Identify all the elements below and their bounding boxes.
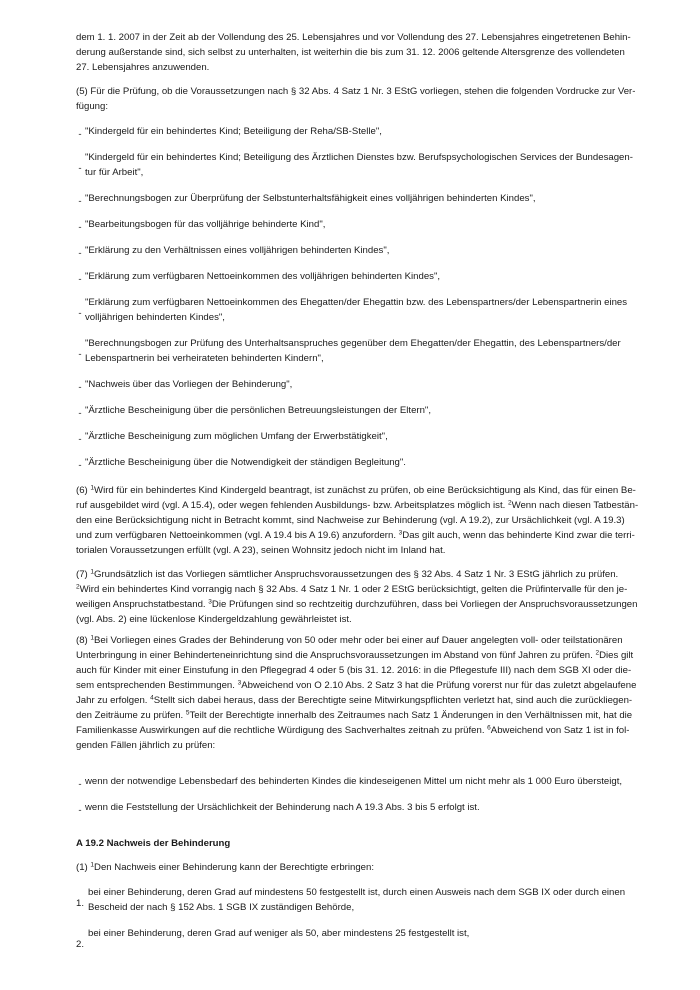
list-item-text: "Bearbeitungsbogen für das volljährige behinderte Kind",: [85, 219, 326, 230]
text-run: Wird ein behindertes Kind vorrangig nach § 32 Abs. 4 Satz 1 Nr. 1 oder 2 EStG berücksichtigt, gelten die Prüfintervalle für den je-: [79, 584, 628, 595]
list-item-text: Lebenspartnerin bei verheirateten behinderten Kindern",: [85, 353, 324, 364]
text-line: (5) Für die Prüfung, ob die Voraussetzungen nach § 32 Abs. 4 Satz 1 Nr. 3 EStG vorliegen, stehen die folgenden Vordrucke zur Ver-: [76, 86, 636, 97]
list-item-text: "Erklärung zum verfügbaren Nettoeinkommen des volljährigen behinderten Kindes",: [85, 271, 441, 282]
bullet-dash: -: [78, 434, 82, 445]
bullet-dash: -: [78, 222, 82, 233]
text-run: Unterbringung in einer Behinderteneinrichtung sind die Anspruchsvoraussetzungen im Abstand von fünf Jahren zu prüfen.: [76, 650, 596, 661]
sentence-number: 6: [487, 724, 491, 732]
item-number: 2.: [76, 939, 85, 950]
bullet-dash: -: [78, 163, 82, 174]
bullet-dash: -: [78, 274, 82, 285]
text-run: Stellt sich dabei heraus, dass der Berechtigte seine Mitwirkungspflichten verletzt hat, sind auch die zurückliegen-: [153, 695, 633, 706]
text-run: Dies gilt: [599, 650, 634, 661]
text-run: (1): [76, 862, 91, 873]
text-run: auch für Kinder mit einer Einstufung in den Pflegegrad 4 oder 5 (bis 31. 12. 2016: in die Pflegestufe III) nach dem SGB XI oder die-: [76, 665, 632, 676]
text-run: (6): [76, 485, 91, 496]
bullet-dash: -: [78, 129, 82, 140]
bullet-dash: -: [78, 248, 82, 259]
list-item-text: tur für Arbeit",: [85, 167, 144, 178]
text-run: (7): [76, 569, 91, 580]
list-item-text: "Berechnungsbogen zur Überprüfung der Selbstunterhaltsfähigkeit eines volljährigen behinderten Kindes",: [85, 193, 536, 204]
list-item-text: "Erklärung zu den Verhältnissen eines volljährigen behinderten Kindes",: [85, 245, 390, 256]
text-run: Die Prüfungen sind so rechtzeitig durchzuführen, dass bei Vorliegen der Anspruchsvoraussetzungen: [211, 599, 638, 610]
sentence-number: 1: [90, 568, 95, 576]
paragraph-continuation: [76, 30, 631, 75]
text-run: den Zeiträume zu prüfen.: [76, 710, 186, 721]
list-item-text: "Kindergeld für ein behindertes Kind; Beteiligung der Reha/SB-Stelle",: [85, 126, 382, 137]
text-run: ruf ausgebildet wird (vgl. A 15.4), oder wegen fehlenden Ausbildungs- bzw. Arbeitsplatzes möglich ist.: [76, 500, 508, 511]
bullet-dash: -: [78, 349, 82, 360]
list-item-text: wenn die Feststellung der Ursächlichkeit der Behinderung nach A 19.3 Abs. 3 bis 5 erfolgt ist.: [85, 802, 480, 813]
sentence-number: 3: [237, 679, 242, 687]
sentence-number: 5: [185, 709, 190, 717]
list-item-text: "Erklärung zum verfügbaren Nettoeinkommen des Ehegatten/der Ehegattin bzw. des Lebenspartners/der Lebenspartnerin eines: [85, 297, 628, 308]
text-run: sem entsprechenden Bestimmungen.: [76, 680, 238, 691]
paragraph-6: [76, 483, 639, 558]
text-run: torialen Voraussetzungen erfüllt (vgl. A 23), seinen Wohnsitz jedoch nicht im Inland hat.: [76, 545, 446, 556]
list-item-text: "Ärztliche Bescheinigung über die Notwendigkeit der ständigen Begleitung".: [85, 457, 406, 468]
list-item-text: "Nachweis über das Vorliegen der Behinderung",: [85, 379, 293, 390]
list-item-text: Bescheid der nach § 152 Abs. 1 SGB IX zuständigen Behörde,: [88, 902, 355, 913]
paragraph-5: [76, 84, 636, 114]
list-item-text: bei einer Behinderung, deren Grad auf weniger als 50, aber mindestens 25 festgestellt ist,: [88, 928, 470, 939]
paragraph-1: [76, 860, 624, 875]
list-item-text: wenn der notwendige Lebensbedarf des behinderten Kindes die kindeseigenen Mittel um nicht mehr als 1 000 Euro übersteigt,: [85, 776, 623, 787]
item-number: 1.: [76, 898, 85, 909]
list-item-text: bei einer Behinderung, deren Grad auf mindestens 50 festgestellt ist, durch einen Ausweis nach dem SGB IX oder durch einen: [88, 887, 626, 898]
list-item-text: "Berechnungsbogen zur Prüfung des Unterhaltsanspruches gegenüber dem Ehegatten/der Ehegattin, des Lebenspartners/der: [85, 338, 621, 349]
text-run: weiligen Anspruchstatbestand.: [76, 599, 209, 610]
text-line: dem 1. 1. 2007 in der Zeit ab der Vollendung des 25. Lebensjahres und vor Vollendung des 27. Lebensjahres eingetretenen Behin-: [76, 32, 631, 43]
text-run: Teilt der Berechtigte innerhalb des Zeitraumes nach Satz 1 Änderungen in den Verhältnissen mit, hat die: [189, 710, 633, 721]
text-run: (vgl. Abs. 2) eine lückenlose Kindergeldzahlung gewährleistet ist.: [76, 614, 352, 625]
text-run: genden Fällen jährlich zu prüfen:: [76, 740, 216, 751]
text-run: Bei Vorliegen eines Grades der Behinderung von 50 oder mehr oder bei einer auf Dauer angelegten voll- oder teilstationären: [94, 635, 623, 646]
sentence-number: 2: [595, 649, 600, 657]
bullet-dash: -: [78, 408, 82, 419]
bullet-dash: -: [78, 460, 82, 471]
sentence-number: 3: [398, 529, 403, 537]
text-run: Wenn nach diesen Tatbestän-: [511, 500, 639, 511]
sentence-number: 2: [76, 583, 80, 591]
text-line: 27. Lebensjahres anzuwenden.: [76, 62, 210, 73]
list-item-text: "Ärztliche Bescheinigung über die persönlichen Betreuungsleistungen der Eltern",: [85, 405, 432, 416]
sentence-number: 1: [90, 634, 95, 642]
text-run: Das gilt auch, wenn das behinderte Kind zwar die terri-: [402, 530, 635, 541]
text-run: Den Nachweis einer Behinderung kann der Berechtigte erbringen:: [94, 862, 375, 873]
text-run: den eine Berücksichtigung nicht in Betracht kommt, sind Nachweise zur Behinderung (vgl. A 19.2), zur Ursächlichkeit (vgl. A 19.3): [76, 515, 625, 526]
paragraph-7: [76, 567, 638, 627]
text-run: Abweichend von Satz 1 ist in fol-: [490, 725, 630, 736]
text-run: und zum verfügbaren Nettoeinkommen (vgl. A 19.4 bis A 19.6) anzufordern.: [76, 530, 399, 541]
list-item-text: "Ärztliche Bescheinigung zum möglichen Umfang der Erwerbstätigkeit",: [85, 431, 388, 442]
bullet-dash: -: [78, 805, 82, 816]
sentence-number: 3: [208, 598, 212, 606]
text-run: Abweichend von O 2.10 Abs. 2 Satz 3 hat die Prüfung vorerst nur für das zuletzt abgelaufene: [241, 680, 637, 691]
text-run: (8): [76, 635, 91, 646]
list-item-text: "Kindergeld für ein behindertes Kind; Beteiligung des Ärztlichen Dienstes bzw. Berufspsychologischen Services der Bundesagen-: [85, 152, 633, 163]
text-run: Jahr zu erfolgen.: [76, 695, 151, 706]
text-run: Wird für ein behindertes Kind Kindergeld beantragt, ist zunächst zu prüfen, ob eine Berücksichtigung als Kind, das für einen Be-: [94, 485, 636, 496]
text-line: derung außerstande sind, sich selbst zu unterhalten, ist weiterhin die bis zum 31. 12. 2006 geltende Altersgrenze des vollendeten: [76, 47, 625, 58]
sentence-number: 1: [90, 484, 95, 492]
list-item-text: volljährigen behinderten Kindes",: [85, 312, 225, 323]
text-run: Familienkasse Auswirkungen auf die rechtliche Würdigung des Sachverhaltes zeitnah zu prüfen.: [76, 725, 488, 736]
sentence-number: 4: [150, 694, 154, 702]
paragraph-8: [76, 633, 637, 753]
sentence-number: 2: [507, 499, 512, 507]
bullet-dash: -: [78, 308, 82, 319]
sentence-number: 1: [90, 861, 95, 869]
bullet-dash: -: [78, 779, 82, 790]
bullet-dash: -: [78, 382, 82, 393]
text-run: Grundsätzlich ist das Vorliegen sämtlicher Anspruchsvoraussetzungen des § 32 Abs. 4 Satz 1 Nr. 3 EStG jährlich zu prüfen.: [94, 569, 619, 580]
bullet-dash: -: [78, 196, 82, 207]
text-line: fügung:: [76, 101, 109, 112]
section-heading: A 19.2 Nachweis der Behinderung: [76, 838, 231, 849]
